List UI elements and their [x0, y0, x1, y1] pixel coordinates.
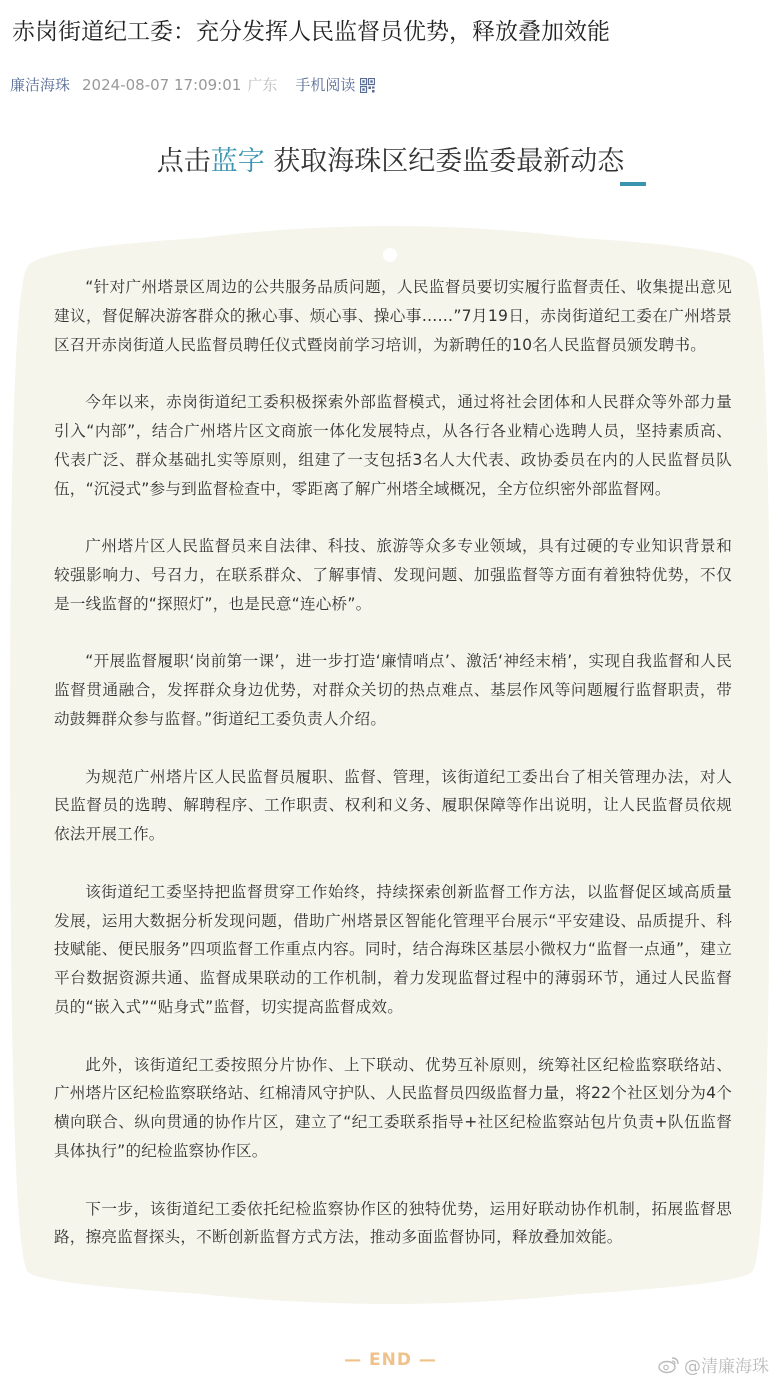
card-dot-icon: [383, 248, 397, 262]
article-meta: [10, 72, 375, 98]
weibo-watermark: [658, 1352, 769, 1377]
weibo-icon: [658, 1356, 680, 1374]
follow-banner: [0, 140, 781, 184]
paragraph: “开展监督履职‘岗前第一课’，进一步打造‘廉情哨点’、激活‘神经末梢’，实现自我监督和人民监督贯通融合，发挥群众身边优势，对群众关切的热点难点、基层作风等问题履行监督职责，带动鼓舞群众参与监督。”街道纪工委负责人介绍。: [54, 652, 732, 728]
paragraph: 下一步，该街道纪工委依托纪检监察协作区的独特优势，运用好联动协作机制，拓展监督思路，擦亮监督探头，不断创新监督方式方法，推动多面监督协同，释放叠加效能。: [54, 1199, 732, 1247]
paragraph: 今年以来，赤岗街道纪工委积极探索外部监督模式，通过将社会团体和人民群众等外部力量引入“内部”，结合广州塔片区文商旅一体化发展特点，从各行各业精心选聘人员，坚持素质高、代表广泛、群众基础扎实等原则，组建了一支包括3名人大代表、政协委员在内的人民监督员队伍，“沉浸式”参与到监督检查中，零距离了解广州塔全域概况，全方位织密外部监督网。: [54, 393, 732, 498]
account-name-link[interactable]: 廉洁海珠: [10, 76, 71, 94]
publish-datetime: 2024-08-07 17:09:01: [82, 76, 242, 94]
mobile-read-link[interactable]: 手机阅读: [295, 76, 356, 94]
banner-suffix: 获取海珠区纪委监委最新动态: [264, 146, 625, 177]
paragraph: 为规范广州塔片区人民监督员履职、监督、管理，该街道纪工委出台了相关管理办法，对人民监督员的选聘、解聘程序、工作职责、权利和义务、履职保障等作出说明，让人民监督员依规依法开展工作。: [54, 767, 732, 844]
banner-highlight: 蓝字: [210, 146, 265, 177]
paragraph: 此外，该街道纪工委按照分片协作、上下联动、优势互补原则，统筹社区纪检监察联络站、广州塔片区纪检监察联络站、红棉清风守护队、人民监督员四级监督力量，将22个社区划分为4个横向联合、纵向贯通的协作片区，建立了“纪工委联系指导+社区纪检监察站包片负责+队伍监督具体执行”的纪检监察协作区。: [54, 1055, 732, 1160]
paragraph: “针对广州塔景区周边的公共服务品质问题，人民监督员要切实履行监督责任、收集提出意见建议，督促解决游客群众的揪心事、烦心事、操心事……”7月19日，赤岗街道纪工委在广州塔景区召开赤岗街道人民监督员聘任仪式暨岗前学习培训，为新聘任的10名人民监督员颁发聘书。: [54, 278, 732, 354]
banner-underline: [620, 182, 646, 186]
paragraph: 该街道纪工委坚持把监督贯穿工作始终，持续探索创新监督工作方法，以监督促区域高质量发展，运用大数据分析发现问题，借助广州塔景区智能化管理平台展示“平安建设、品质提升、科技赋能、便民服务”四项监督工作重点内容。同时，结合海珠区基层小微权力“监督一点通”，建立平台数据资源共通、监督成果联动的工作机制，着力发现监督过程中的薄弱环节，通过人民监督员的“嵌入式”“贴身式”监督，切实提高监督成效。: [54, 882, 732, 1016]
end-marker: — END —: [344, 1350, 437, 1370]
article-title: 赤岗街道纪工委：充分发挥人民监督员优势，释放叠加效能: [12, 19, 610, 45]
paragraph: 广州塔片区人民监督员来自法律、科技、旅游等众多专业领域，具有过硬的专业知识背景和较强影响力、号召力，在联系群众、了解事情、发现问题、加强监督等方面有着独特优势，不仅是一线监督的“探照灯”，也是民意“连心桥”。: [54, 537, 732, 613]
publish-region: 广东: [247, 76, 278, 94]
banner-prefix: 点击: [156, 146, 211, 177]
watermark-text: @清廉海珠: [684, 1357, 769, 1377]
article-body: [54, 273, 732, 1281]
qr-code-icon[interactable]: [360, 78, 375, 93]
